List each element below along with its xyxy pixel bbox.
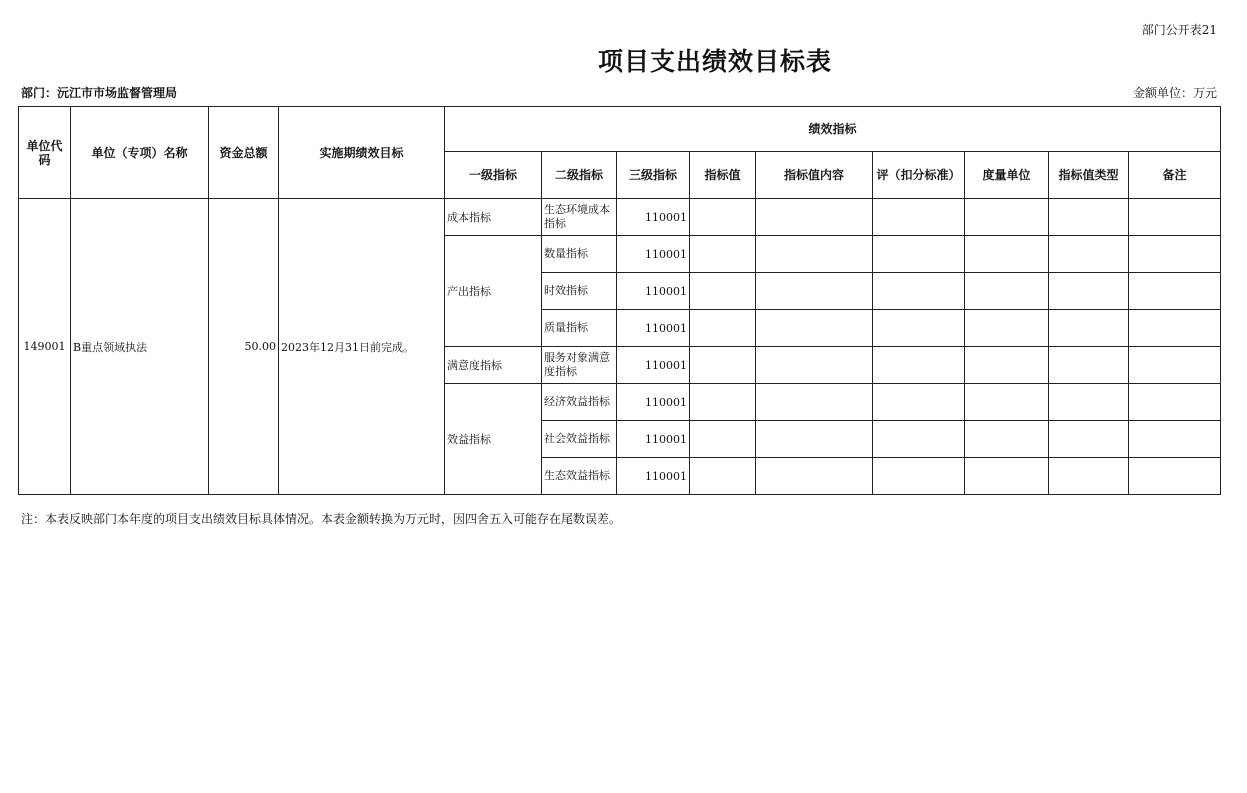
value-type-cell — [1049, 421, 1129, 458]
level2-cell: 服务对象满意度指标 — [542, 347, 617, 384]
total-funds-cell: 50.00 — [209, 199, 279, 495]
scoring-cell — [873, 458, 965, 495]
table-row — [19, 199, 1221, 236]
performance-table — [18, 106, 1221, 495]
remarks-cell — [1129, 236, 1221, 273]
measure-unit-cell — [965, 458, 1049, 495]
level2-cell: 时效指标 — [542, 273, 617, 310]
value-content-cell — [756, 384, 873, 421]
footnote: 注：本表反映部门本年度的项目支出绩效目标具体情况。本表金额转换为万元时，因四舍五入可能存在尾数误差。 — [21, 512, 622, 526]
measure-unit-cell — [965, 310, 1049, 347]
header-indicators: 绩效指标 — [445, 107, 1221, 152]
value-cell — [690, 310, 756, 347]
goal-cell: 2023年12月31日前完成。 — [279, 199, 445, 495]
value-content-cell — [756, 236, 873, 273]
level2-cell: 数量指标 — [542, 236, 617, 273]
header-level3: 三级指标 — [617, 152, 690, 199]
measure-unit-cell — [965, 347, 1049, 384]
remarks-cell — [1129, 273, 1221, 310]
unit-code-cell: 149001 — [19, 199, 71, 495]
form-number: 部门公开表21 — [1141, 23, 1217, 37]
measure-unit-cell — [965, 384, 1049, 421]
value-content-cell — [756, 421, 873, 458]
header-remarks: 备注 — [1129, 152, 1221, 199]
value-type-cell — [1049, 199, 1129, 236]
level1-cell: 满意度指标 — [445, 347, 542, 384]
level1-cell: 产出指标 — [445, 236, 542, 347]
header-scoring: 评（扣分标准） — [873, 152, 965, 199]
value-cell — [690, 236, 756, 273]
measure-unit-cell — [965, 236, 1049, 273]
level2-cell: 生态效益指标 — [542, 458, 617, 495]
measure-unit-cell — [965, 421, 1049, 458]
scoring-cell — [873, 199, 965, 236]
page-title: 项目支出绩效目标表 — [597, 47, 832, 76]
scoring-cell — [873, 273, 965, 310]
level3-cell: 110001 — [617, 421, 690, 458]
scoring-cell — [873, 236, 965, 273]
header-unit-name: 单位（专项）名称 — [71, 107, 209, 199]
remarks-cell — [1129, 421, 1221, 458]
value-cell — [690, 384, 756, 421]
value-cell — [690, 421, 756, 458]
header-value: 指标值 — [690, 152, 756, 199]
level2-cell: 生态环境成本指标 — [542, 199, 617, 236]
remarks-cell — [1129, 458, 1221, 495]
value-content-cell — [756, 347, 873, 384]
value-cell — [690, 273, 756, 310]
level2-cell: 质量指标 — [542, 310, 617, 347]
remarks-cell — [1129, 384, 1221, 421]
value-type-cell — [1049, 458, 1129, 495]
value-content-cell — [756, 199, 873, 236]
value-cell — [690, 199, 756, 236]
department-label: 部门：沅江市市场监督管理局 — [21, 86, 178, 100]
value-content-cell — [756, 458, 873, 495]
remarks-cell — [1129, 347, 1221, 384]
amount-unit-label: 金额单位：万元 — [1132, 86, 1217, 100]
value-content-cell — [756, 273, 873, 310]
scoring-cell — [873, 347, 965, 384]
remarks-cell — [1129, 310, 1221, 347]
value-type-cell — [1049, 384, 1129, 421]
scoring-cell — [873, 310, 965, 347]
header-total-funds: 资金总额 — [209, 107, 279, 199]
level3-cell: 110001 — [617, 458, 690, 495]
level2-cell: 经济效益指标 — [542, 384, 617, 421]
remarks-cell — [1129, 199, 1221, 236]
value-content-cell — [756, 310, 873, 347]
scoring-cell — [873, 384, 965, 421]
header-row-1 — [19, 107, 1221, 152]
level1-cell: 成本指标 — [445, 199, 542, 236]
level3-cell: 110001 — [617, 236, 690, 273]
header-value-content: 指标值内容 — [756, 152, 873, 199]
header-goal: 实施期绩效目标 — [279, 107, 445, 199]
level3-cell: 110001 — [617, 310, 690, 347]
header-value-type: 指标值类型 — [1049, 152, 1129, 199]
unit-name-cell: B重点领域执法 — [71, 199, 209, 495]
scoring-cell — [873, 421, 965, 458]
level3-cell: 110001 — [617, 199, 690, 236]
header-unit-code: 单位代码 — [19, 107, 71, 199]
level3-cell: 110001 — [617, 347, 690, 384]
header-measure-unit: 度量单位 — [965, 152, 1049, 199]
value-type-cell — [1049, 310, 1129, 347]
measure-unit-cell — [965, 273, 1049, 310]
header-level2: 二级指标 — [542, 152, 617, 199]
level3-cell: 110001 — [617, 273, 690, 310]
measure-unit-cell — [965, 199, 1049, 236]
value-type-cell — [1049, 273, 1129, 310]
value-type-cell — [1049, 347, 1129, 384]
level2-cell: 社会效益指标 — [542, 421, 617, 458]
value-type-cell — [1049, 236, 1129, 273]
value-cell — [690, 458, 756, 495]
level1-cell: 效益指标 — [445, 384, 542, 495]
header-level1: 一级指标 — [445, 152, 542, 199]
value-cell — [690, 347, 756, 384]
level3-cell: 110001 — [617, 384, 690, 421]
